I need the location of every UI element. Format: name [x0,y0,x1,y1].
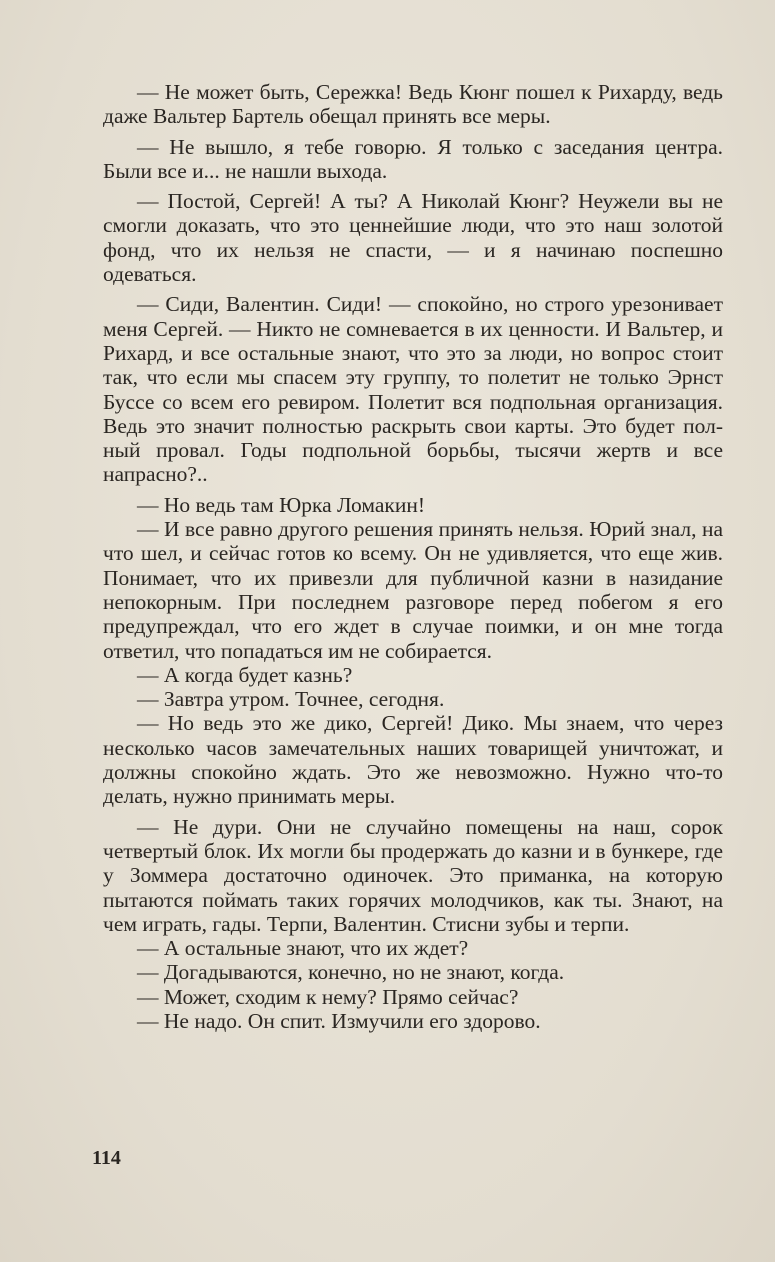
paragraph-5: — Но ведь там Юрка Ломакин! [137,492,426,517]
paragraph-11: — А остальные знают, что их ждет? [137,936,469,961]
page-number: 114 [92,1147,121,1169]
paragraph-3: — Постой, Сергей! А ты? А Николай Кюнг? Неужели вы не смогли доказать, что это ценнейшие люди, что это наш золотой фонд, что их нельзя не спасти, — и я начинаю поспешно одеваться. [103,189,723,287]
paragraph-7: — А когда будет казнь? [137,662,353,687]
paragraph-8: — Завтра утром. Точнее, сегодня. [137,687,445,712]
page-body [103,80,723,1033]
paragraph-12: — Догадываются, конечно, но не знают, когда. [137,960,565,985]
paragraph-14: — Не надо. Он спит. Измучили его здорово. [137,1008,541,1033]
paragraph-6: — И все равно другого решения принять нельзя. Юрий знал, на что шел, и сейчас готов ко всему. Он не удивляется, что еще жив. Понимает, что их привезли для публичной казни в назидание непокорным. При последнем разговоре перед побегом я его предупреждал, что его ждет в случае поимки, и он мне тогда ответил, что попадаться им не собирается. [103,517,723,663]
paragraph-1: — Не может быть, Сережка! Ведь Кюнг пошел к Рихарду, ведь даже Вальтер Бартель обещал принять все меры. [103,80,723,129]
paragraph-13: — Может, сходим к нему? Прямо сейчас? [137,984,519,1009]
paragraph-4: — Сиди, Валентин. Сиди! — спокойно, но строго урезонивает меня Сергей. — Никто не сомневается в их ценности. И Вальтер, и Рихард, и все остальные знают, что это за люди, но вопрос стоит так, что если мы спасем эту группу, то полетит не только Эрнст Буссе со всем его ревиром. Полетит вся подпольная организация. Ведь это значит полностью раскрыть свои карты. Это будет полный провал. Годы подпольной борьбы, тысячи жертв и все напрасно?.. [103,292,723,487]
paragraph-9: — Но ведь это же дико, Сергей! Дико. Мы знаем, что через несколько часов замечательных наших товарищей уничтожат, и должны спокойно ждать. Это же невозможно. Нужно что-то делать, нужно принимать меры. [103,711,723,809]
paragraph-10: — Не дури. Они не случайно помещены на наш, сорок четвертый блок. Их могли бы продержать до казни и в бункере, где у Зоммера достаточно одиночек. Это приманка, на которую пытаются поймать таких горячих молодчиков, как ты. Знают, на чем играть, гады. Терпи, Валентин. Стисни зубы и терпи. [103,814,723,936]
paragraph-2: — Не вышло, я тебе говорю. Я только с заседания центра. Были все и... не нашли выхода. [103,134,723,183]
